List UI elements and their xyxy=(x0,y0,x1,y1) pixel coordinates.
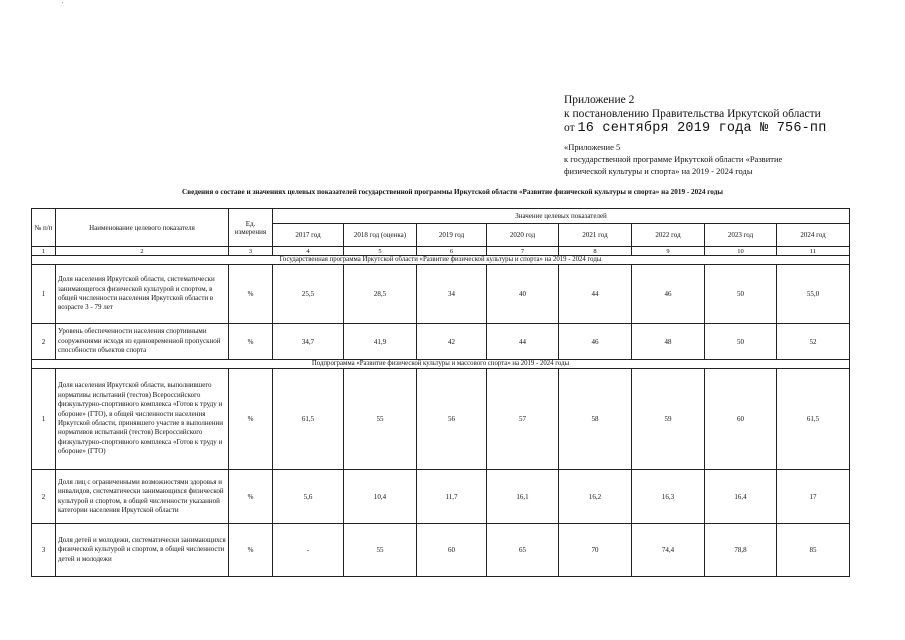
column-number: 6 xyxy=(417,247,487,256)
indicator-value: 59 xyxy=(632,369,705,470)
row-number: 3 xyxy=(32,524,56,577)
program-reference-1: к государственной программе Иркутской области «Развитие xyxy=(564,154,783,164)
decree-reference: к постановлению Правительства Иркутской области xyxy=(564,108,821,120)
column-number: 3 xyxy=(229,247,273,256)
unit: % xyxy=(229,369,273,470)
indicator-value: 16,2 xyxy=(559,470,632,524)
program-appendix-number: «Приложение 5 xyxy=(564,142,621,152)
indicator-value: 48 xyxy=(632,324,705,360)
indicator-value: 70 xyxy=(559,524,632,577)
unit: % xyxy=(229,524,273,577)
decree-date: 16 сентября 2019 года № 756-пп xyxy=(577,121,827,136)
indicator-value: 11,7 xyxy=(417,470,487,524)
table-row xyxy=(32,369,850,470)
header-num: № п/п xyxy=(32,209,56,247)
row-number: 1 xyxy=(32,265,56,324)
table-row xyxy=(32,524,850,577)
header-year: 2020 год xyxy=(487,224,559,247)
column-number: 4 xyxy=(273,247,344,256)
section-title-row xyxy=(32,360,850,369)
program-appendix-header xyxy=(564,141,894,177)
table-column-numbers-row xyxy=(32,247,850,256)
column-number: 8 xyxy=(559,247,632,256)
indicator-value: 85 xyxy=(777,524,850,577)
indicator-value: 58 xyxy=(559,369,632,470)
indicator-value: 56 xyxy=(417,369,487,470)
indicator-value: 50 xyxy=(705,324,777,360)
header-year: 2018 год (оценка) xyxy=(344,224,417,247)
header-year: 2023 год xyxy=(705,224,777,247)
column-number: 11 xyxy=(777,247,850,256)
unit: % xyxy=(229,470,273,524)
indicator-value: - xyxy=(273,524,344,577)
header-year: 2019 год xyxy=(417,224,487,247)
column-number: 2 xyxy=(56,247,229,256)
column-number: 9 xyxy=(632,247,705,256)
header-year: 2017 год xyxy=(273,224,344,247)
header-unit: Ед. измерения xyxy=(229,209,273,247)
indicator-value: 61,5 xyxy=(777,369,850,470)
indicator-value: 34 xyxy=(417,265,487,324)
row-number: 2 xyxy=(32,324,56,360)
indicator-name: Доля лиц с ограниченными возможностями здоровья и инвалидов, систематически занимающихся физической культурой и спортом, в общей численности указанной категории населения Иркутской области xyxy=(56,470,229,524)
scan-mark: ' xyxy=(62,2,64,8)
indicator-value: 55 xyxy=(344,524,417,577)
indicators-table xyxy=(31,208,850,577)
row-number: 2 xyxy=(32,470,56,524)
table-header-row xyxy=(32,209,850,224)
indicator-value: 46 xyxy=(559,324,632,360)
indicator-value: 78,8 xyxy=(705,524,777,577)
indicator-value: 16,4 xyxy=(705,470,777,524)
section-title-row xyxy=(32,256,850,265)
table-row xyxy=(32,324,850,360)
indicator-value: 44 xyxy=(487,324,559,360)
indicator-value: 16,3 xyxy=(632,470,705,524)
indicator-value: 16,1 xyxy=(487,470,559,524)
section-title: Государственная программа Иркутской области «Развитие физической культуры и спорта» на 2019 - 2024 годы xyxy=(32,256,850,265)
column-number: 1 xyxy=(32,247,56,256)
indicator-value: 57 xyxy=(487,369,559,470)
indicator-value: 40 xyxy=(487,265,559,324)
indicator-value: 34,7 xyxy=(273,324,344,360)
indicator-value: 55,0 xyxy=(777,265,850,324)
column-number: 10 xyxy=(705,247,777,256)
appendix-number: Приложение 2 xyxy=(564,94,635,106)
table-row xyxy=(32,470,850,524)
indicator-name: Доля населения Иркутской области, систематически занимающегося физической культурой и спортом, в общей численности населения Иркутской области в возрасте 3 - 79 лет xyxy=(56,265,229,324)
indicator-value: 46 xyxy=(632,265,705,324)
unit: % xyxy=(229,265,273,324)
indicator-name: Доля населения Иркутской области, выполнившего нормативы испытаний (тестов) Всероссийского физкультурно-спортивного комплекса «Готов к труду и обороне» (ГТО), в общей численности населения Иркутской области, принявшего участие в выполнении нормативов испытаний (тестов) Всероссийского физкультурно-спортивного комплекса «Готов к труду и обороне» (ГТО) xyxy=(56,369,229,470)
decree-date-line xyxy=(564,121,884,136)
indicator-value: 17 xyxy=(777,470,850,524)
indicator-value: 5,6 xyxy=(273,470,344,524)
indicator-value: 44 xyxy=(559,265,632,324)
header-year: 2021 год xyxy=(559,224,632,247)
indicator-value: 65 xyxy=(487,524,559,577)
appendix-header xyxy=(564,93,884,136)
indicator-value: 55 xyxy=(344,369,417,470)
header-indicator-name: Наименование целевого показателя xyxy=(56,209,229,247)
header-values-group: Значение целевых показателей xyxy=(273,209,850,224)
header-year: 2022 год xyxy=(632,224,705,247)
indicator-value: 28,5 xyxy=(344,265,417,324)
unit: % xyxy=(229,324,273,360)
indicator-value: 10,4 xyxy=(344,470,417,524)
row-number: 1 xyxy=(32,369,56,470)
indicator-value: 42 xyxy=(417,324,487,360)
indicator-name: Уровень обеспеченности населения спортивными сооружениями исходя из единовременной пропускной способности объектов спорта xyxy=(56,324,229,360)
program-reference-2: физической культуры и спорта» на 2019 - 2024 годы xyxy=(564,166,753,176)
header-year: 2024 год xyxy=(777,224,850,247)
column-number: 5 xyxy=(344,247,417,256)
indicator-value: 50 xyxy=(705,265,777,324)
indicator-value: 61,5 xyxy=(273,369,344,470)
decree-date-prefix: от xyxy=(564,122,575,134)
indicator-value: 41,9 xyxy=(344,324,417,360)
indicator-value: 60 xyxy=(417,524,487,577)
section-title: Подпрограмма «Развитие физической культуры и массового спорта» на 2019 - 2024 годы xyxy=(32,360,850,369)
document-title: Сведения о составе и значениях целевых показателей государственной программы Иркутской области «Развитие физической культуры и спорта» на 2019 - 2024 годы xyxy=(182,188,723,196)
indicator-name: Доля детей и молодежи, систематически занимающихся физической культурой и спортом, в общей численности детей и молодежи xyxy=(56,524,229,577)
indicator-value: 60 xyxy=(705,369,777,470)
indicator-value: 25,5 xyxy=(273,265,344,324)
column-number: 7 xyxy=(487,247,559,256)
indicator-value: 74,4 xyxy=(632,524,705,577)
indicator-value: 52 xyxy=(777,324,850,360)
table-row xyxy=(32,265,850,324)
